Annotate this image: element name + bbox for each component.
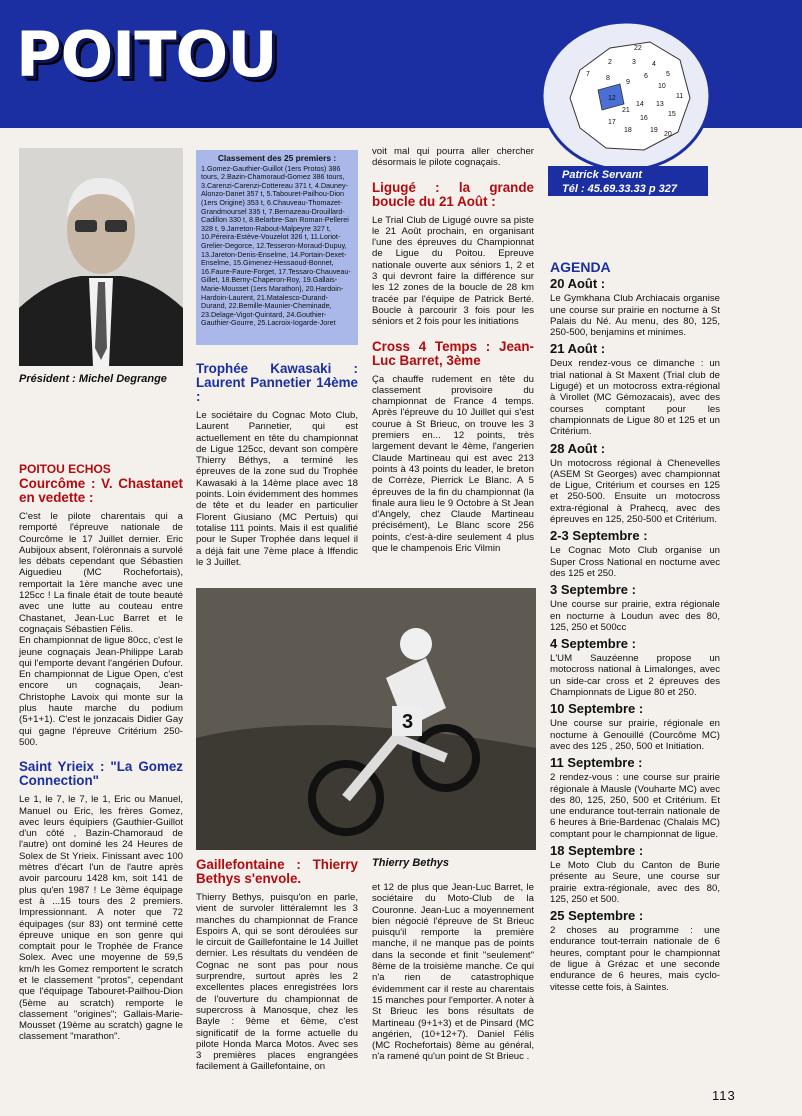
map-number: 20 [664,131,672,138]
portrait-photo [19,148,183,366]
page-number: 113 [712,1088,736,1103]
agenda-text: Un motocross régional à Chenevelles (ASEM St Georges) avec championnat de Ligue, Critérium et courses en 125 et 250-500. Ensuite un motocross extra-régional à Prahecq, avec des épreuves en 125, 250-500 et Critérium. [550,457,720,526]
map-number: 15 [668,111,676,118]
motocross-caption: Thierry Bethys [372,857,450,869]
gaillefontaine-article [196,858,358,1073]
agenda-date: 21 Août : [550,341,606,357]
column-3 [372,146,534,554]
classement-title: Classement des 25 premiers : [217,153,337,163]
map-number: 7 [586,71,590,78]
classement-list: 1.Gomez-Gauthier-Guillot (1ers Protos) 386 tours, 2.Bazin-Chamoraud-Gomez 386 tours, 3.Carenzi-Carenzi-Cottereau 371 t, 4.Dauney-Alonzo-Danet 357 t, 5.Tabouret-Pailhou-Dion (1ers Origine) 353 t, 6.Chauveau-Thomazet-Grandmoursel 335 t, 7.Bernazeau-Drouillard-Cadillon 330 t, 8.Belarbre-San Roman-Pellerei 328 t, 9.Jarreton-Rabout-Malpeyre 327 t, 10.Péreira-Estève-Vouzelot 326 t, 11.Loriot-Grelier-Degorce, 12.Tesseron-Moraud-Dupuy, 13.Jareton-Denis-Enselme, 14.Portain-Dexet-Enselme, 15.Gimenez-Hessaoud-Bonnet, 16.Faure-Faure-Forget, 17.Tessaro-Chauveau-Gillet, 18.Berny-Chaperon-Roy, 19.Gallais-Marie-Mousset (1ers Marathon), 20.Hardoin-Hardoin-Laurent, 21.Matalesco-Durand-Durand, 22.Bemille-Maunier-Cheminade, 23.Delage-Vigot-Quintard, 24.Gouthier-Gauthier-Gourre, 25.Lacroix-Iogarde-Joret [201,163,351,328]
agenda-item [550,582,720,633]
agenda-date: 20 Août : [550,276,606,292]
agenda-date: 10 Septembre : [550,701,644,717]
map-number: 19 [650,127,658,134]
agenda-text: 2 choses au programme : une endurance tout-terrain nationale de 6 heures, comptant pour le championnat de ligue à Grézac et une seconde endurance de 6 heures, mais cyclo-vitesse cette fois, à Saintes. [550,925,720,993]
agenda-text: Une course sur prairie, extra régionale en nocturne à Loudun avec des 80, 125, 250 et 500cc [550,599,720,633]
echos-kicker: POITOU ECHOS [19,462,111,476]
map-number: 14 [636,101,644,108]
agenda-text: Deux rendez-vous ce dimanche : un trial national à St Maxent (Trial club de Ligugé) et un motocross extra-régional à Virollet (MC Gémozacais), avec des courses comptant pour les championnats de Ligue 80 et 125 et un Critérium. [550,358,720,438]
map-number: 13 [656,101,664,108]
map-number: 11 [676,93,684,100]
agenda-date: 11 Septembre : [550,755,643,771]
map-number: 21 [622,107,630,114]
kawasaki-paragraph: Le sociétaire du Cognac Moto Club, Laurent Pannetier, qui est actuellement en tête du championnat de Ligue 125cc, devant son compère Thierry Béthys, a terminé les épreuves de la zone sud du Trophée Kawasaki à la 14ème place avec 18 points. Loin évidemment des hommes de tête et du leader en particulier Florent Giusiano (MC Pertuis) qui totalise 111 points. Mais il est qualifié pour le Super Trophée dans lequel il a déjà fait une 7ème place à Iffendic le 3 Juillet. [196,410,358,568]
cross4t-paragraph: et 12 de plus que Jean-Luc Barret, le sociétaire du Moto-Club de la Couronne. Jean-Luc a moyennement bien négocié l'épreuve de St Brieuc puisqu'il remporte la première manche, il ne manque pas de points dans la seconde et finit "seulement" 8ème de la troisième manche. Ce qui n'a rien de catastrophique évidemment car il reste au charentais 15 manches pour l'emporter. A noter à St Brieuc les bons résultats de Martineau (9+1+3) et de Pinsard (MC angérien, (10+12+7). Daniel Félis (MC Rochefortais) 8ème au général, n'a ramené qu'un point de St Brieuc . [372,882,534,1063]
agenda-item [550,528,720,579]
agenda-item [550,755,720,840]
map-number: 9 [626,79,630,86]
cross4t-continuation [372,882,534,1063]
portrait-caption: Président : Michel Degrange [19,373,167,385]
liguge-paragraph: Le Trial Club de Ligugé ouvre sa piste le 21 Août prochain, en organisant l'une des épreuves du Championnat de Ligue du Poitou. Epreuve nationale ouverte aux séniors 1, 2 et 3 qui devront faire la différence sur les 12 zones de la boucle de 28 km tracée par l'équipe de Patrick Berté. Boucle à parcourir 3 fois pour les séniors et 2 fois pour les initiations [372,214,534,328]
continued-paragraph: voit mal qui pourra aller chercher désormais le pilote cognaçais. [372,146,534,169]
contact-tel: Tél : 45.69.33.33 p 327 [562,183,677,195]
map-number: 5 [666,71,670,78]
map-number: 16 [640,115,648,122]
agenda-item [550,441,720,526]
agenda-item [550,636,720,698]
echos-paragraph: En championnat de ligue 80cc, c'est le jeune cognaçais Jean-Philippe Larab qui l'emporte devant l'angérien Dufour. En championnat de Ligue Open, c'est encore un cognaçais, Jean-Christophe Lavoix qui monte sur la plus haute marche du podium (5+1+1). C'est le jonzacais Didier Gay qui gagne l'épreuve Critérium 250-500. [19,635,183,748]
echos-title: Courcôme : V. Chastanet en vedette : [19,476,183,505]
map-number: 3 [632,59,636,66]
cross4t-title: Cross 4 Temps : Jean-Luc Barret, 3ème [372,338,534,368]
agenda-text: Le Moto Club du Canton de Burie présente au Seure, une course sur prairie extra-régionale, avec des 80, 125, 250 et 500. [550,859,720,905]
agenda-title: AGENDA [550,259,611,275]
agenda-date: 3 Septembre : [550,582,636,598]
map-number: 12 [608,95,616,102]
gomez-title: Saint Yrieix : "La Gomez Connection" [19,759,183,789]
agenda-column [550,259,720,993]
map-number: 17 [608,119,616,126]
agenda-item [550,701,720,752]
map-number: 8 [606,75,610,82]
map-number: 22 [634,45,642,52]
agenda-text: Le Cognac Moto Club organise un Super Cross National en nocturne avec des 125 et 250. [550,545,720,579]
column-1 [19,462,183,1043]
agenda-date: 2-3 Septembre : [550,528,648,544]
map-number: 2 [608,59,612,66]
agenda-date: 25 Septembre : [550,908,644,924]
cross4t-paragraph: Ça chauffe rudement en tête du classement provisoire du championnat de France 4 temps. Après l'épreuve du 10 Juillet qui s'est courue à St Brieuc, on trouve les 3 premiers en... 12 points, très largement devant le 4ème, l'angerien Claude Martineau qui est avec 213 points à 43 points du leader, le breton de Corrèze, Pierrick Le Blanc. A 5 épreuves de la fin du championnat (la finale aura lieu le 9 Octobre à St Jean d'Angely, chez Claude Martineau précisément), Le Blanc score 256 points, c'est-à-dire seulement 4 plus que le champenois Eric Vilmin [372,373,534,555]
section-title: POITOU [16,18,277,91]
motocross-photo [196,588,536,850]
liguge-title: Ligugé : la grande boucle du 21 Août : [372,179,534,209]
region-map [540,20,712,172]
agenda-text: 2 rendez-vous : une course sur prairie régionale à Mausle (Vouharte MC) avec des 80, 125, 250, 500 et Critérium. Et une endurance tout-terrain nationale de 6 heures à Brie-Bardenac (Chalais MC) comptant pour le championnat de ligue. [550,772,720,840]
agenda-item [550,843,720,905]
agenda-item [550,341,720,437]
agenda-text: Une course sur prairie, régionale en nocturne à Genouillé (Courcôme MC) avec des 125 , 250, 500 et Initiation. [550,718,720,752]
contact-box [548,166,708,196]
gaillefontaine-title: Gaillefontaine : Thierry Bethys s'envole. [196,857,358,886]
gaillefontaine-paragraph: Thierry Bethys, puisqu'on en parle, vient de survoler littéralemnt les 3 manches du championnat de France Espoirs A, qui se sont déroulées sur le circuit de Gaillefontaine le 14 Juillet dernier. Les résultats du vendéen de Cognac ne sont pas pour nous surprendre, surtout après les 2 excellentes places enregistrées lors de l'ouverture du championnat de supercross à Manosque, chez les Bayle : 9ème et 6ème, c'est significatif de la forme actuelle du pilote Honda Marca Motos. Avec ses 3 premières places engrangées facilement à Gaillefontaine, on [196,892,358,1073]
agenda-date: 28 Août : [550,440,606,456]
kawasaki-article [196,362,358,568]
agenda-item [550,908,720,993]
agenda-text: Le Gymkhana Club Archiacais organise une course sur prairie en nocturne à St Palais du Né. Au menu, des 80, 125, 250-500, benjamins et minimes. [550,293,720,339]
agenda-item [550,276,720,338]
map-number: 6 [644,73,648,80]
contact-name: Patrick Servant [562,169,643,181]
map-number: 10 [658,83,666,90]
svg-text:3: 3 [402,711,414,733]
echos-paragraph: C'est le pilote charentais qui a remporté l'épreuve nationale de Courcôme le 17 Juillet dernier. Eric Aubijoux absent, l'oléronnais a survolé les débats cependant que Sébastien Aiguedieu (MC Rochefortais), remportait la 1ère manche avec une 125cc ! La finale était de toute beauté avec une lutte au couteau entre Chastanet, Jean-Luc Barret et le cognaçais Sébastien Félis. [19,511,183,635]
gomez-paragraph: Le 1, le 7, le 7, le 1, Eric ou Manuel, Manuel ou Eric, les frères Gomez, avec leurs équipiers (Gauthier-Guillot d'un côté , Bazin-Chamoraud de l'autre) ont dominé les 24 Heures de Solex de St Yrieix. Finissant avec 100 mètres d'écart l'un de l'autre après avoir parcouru 1428 km, soit 141 de plus qu'en 1987 ! Le 3ème équipage est à ...15 tours des 2 premiers. Impressionnant. A noter que 72 équipages (sur 83) ont terminé cette épreuve unique en son genre qui comptait pour le Trophée de France Solex. Avec une moyenne de 59,5 km/h les Gomez remportent le scratch et le classement "protos", cependant que l'équipage Tabouret-Pailhou-Dion (5ème au scratch) remporte le classement "origines"; Gallais-Marie-Mousset (19ème au scratch) gagne le classement "marathon". [19,794,183,1043]
classement-box [196,150,358,345]
agenda-date: 18 Septembre : [550,842,644,858]
agenda-date: 4 Septembre : [550,636,636,652]
map-number: 18 [624,127,632,134]
map-number: 4 [652,61,656,68]
kawasaki-title: Trophée Kawasaki : Laurent Pannetier 14ème : [196,361,358,404]
agenda-text: L'UM Sauzéenne propose un motocross national à Limalonges, avec un side-car cross et 2 épreuves des Championnats de Ligue 80 et 250. [550,653,720,699]
